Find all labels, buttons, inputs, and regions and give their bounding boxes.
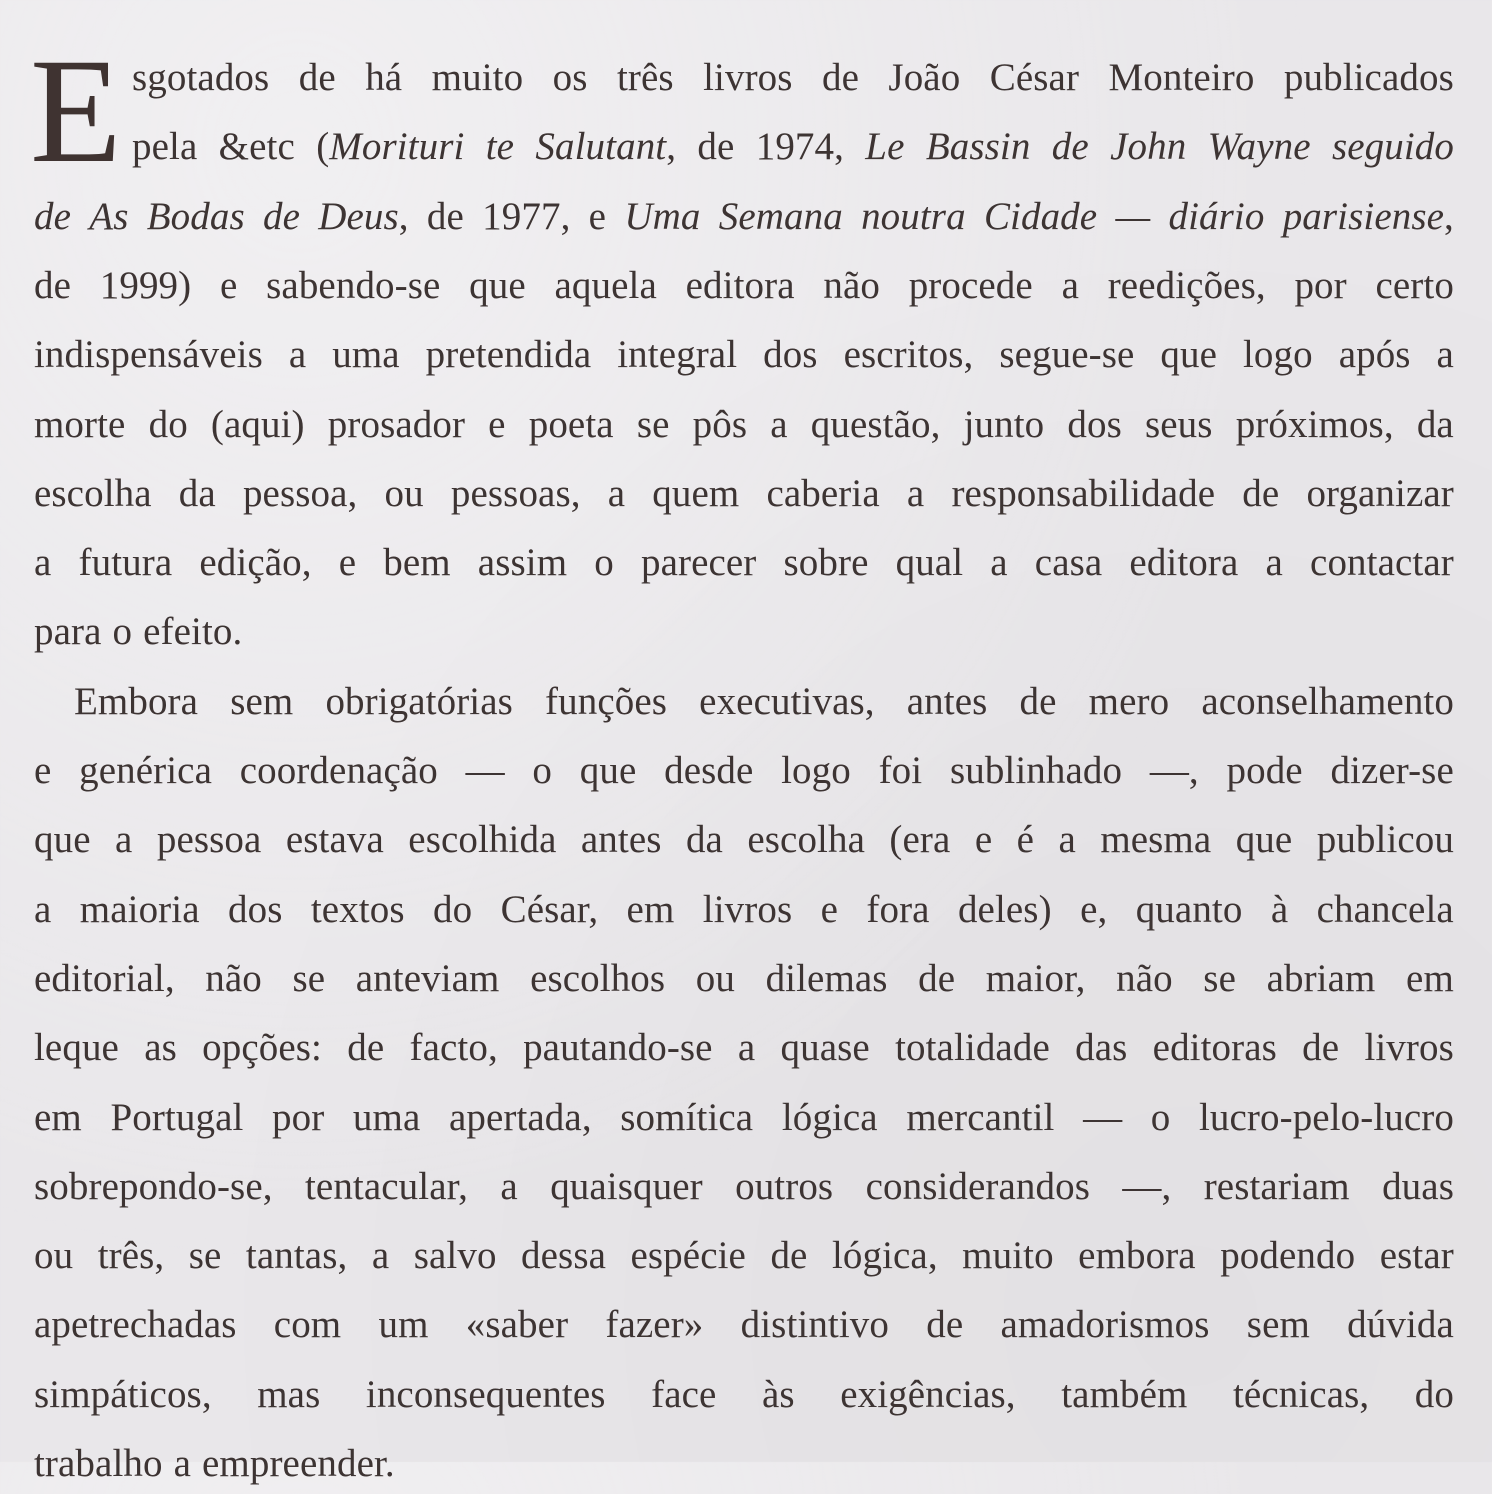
text-line: a futura edição, e bem assim o parecer sobre qual a casa editora a contactar [34, 541, 1454, 585]
text-line: para o efeito. [34, 610, 243, 654]
text-line: de 1999) e sabendo-se que aquela editora não procede a reedições, por certo [34, 263, 1454, 307]
text-line: sobrepondo-se, tentacular, a quaisquer outros considerandos —, restariam duas [34, 1164, 1454, 1208]
text-line: de As Bodas de Deus, de 1977, e Uma Semana noutra Cidade — diário parisiense, [34, 194, 1454, 238]
text-line: a maioria dos textos do César, em livros e fora deles) e, quanto à chancela [34, 887, 1454, 931]
text-line: editorial, não se anteviam escolhos ou dilemas de maior, não se abriam em [34, 956, 1454, 1000]
text-line: em Portugal por uma apertada, somítica lógica mercantil — o lucro-pelo-lucro [34, 1095, 1454, 1139]
text-line: sgotados de há muito os três livros de João César Monteiro publicados [132, 56, 1454, 99]
text-line: morte do (aqui) prosador e poeta se pôs a questão, junto dos seus próximos, da [34, 402, 1454, 446]
drop-cap: E [30, 28, 122, 194]
text-line: apetrechadas com um «saber fazer» distintivo de amadorismos sem dúvida [34, 1303, 1454, 1347]
text-line: escolha da pessoa, ou pessoas, a quem caberia a responsabilidade de organizar [34, 471, 1454, 515]
text-line: ou três, se tantas, a salvo dessa espécie de lógica, muito embora podendo estar [34, 1234, 1454, 1278]
text-line: trabalho a empreender. [34, 1442, 395, 1485]
text-line: leque as opções: de facto, pautando-se a quase totalidade das editoras de livros [34, 1026, 1454, 1070]
text-line: Embora sem obrigatórias funções executivas, antes de mero aconselhamento [74, 679, 1454, 723]
text-line: simpáticos, mas inconsequentes face às exigências, também técnicas, do [34, 1372, 1454, 1416]
text-line: indispensáveis a uma pretendida integral dos escritos, segue-se que logo após a [34, 333, 1454, 377]
text-line: que a pessoa estava escolhida antes da escolha (era e é a mesma que publicou [34, 818, 1454, 862]
text-line: pela &etc (Morituri te Salutant, de 1974, Le Bassin de John Wayne seguido [132, 125, 1454, 169]
text-line: e genérica coordenação — o que desde logo foi sublinhado —, pode dizer-se [34, 749, 1454, 792]
